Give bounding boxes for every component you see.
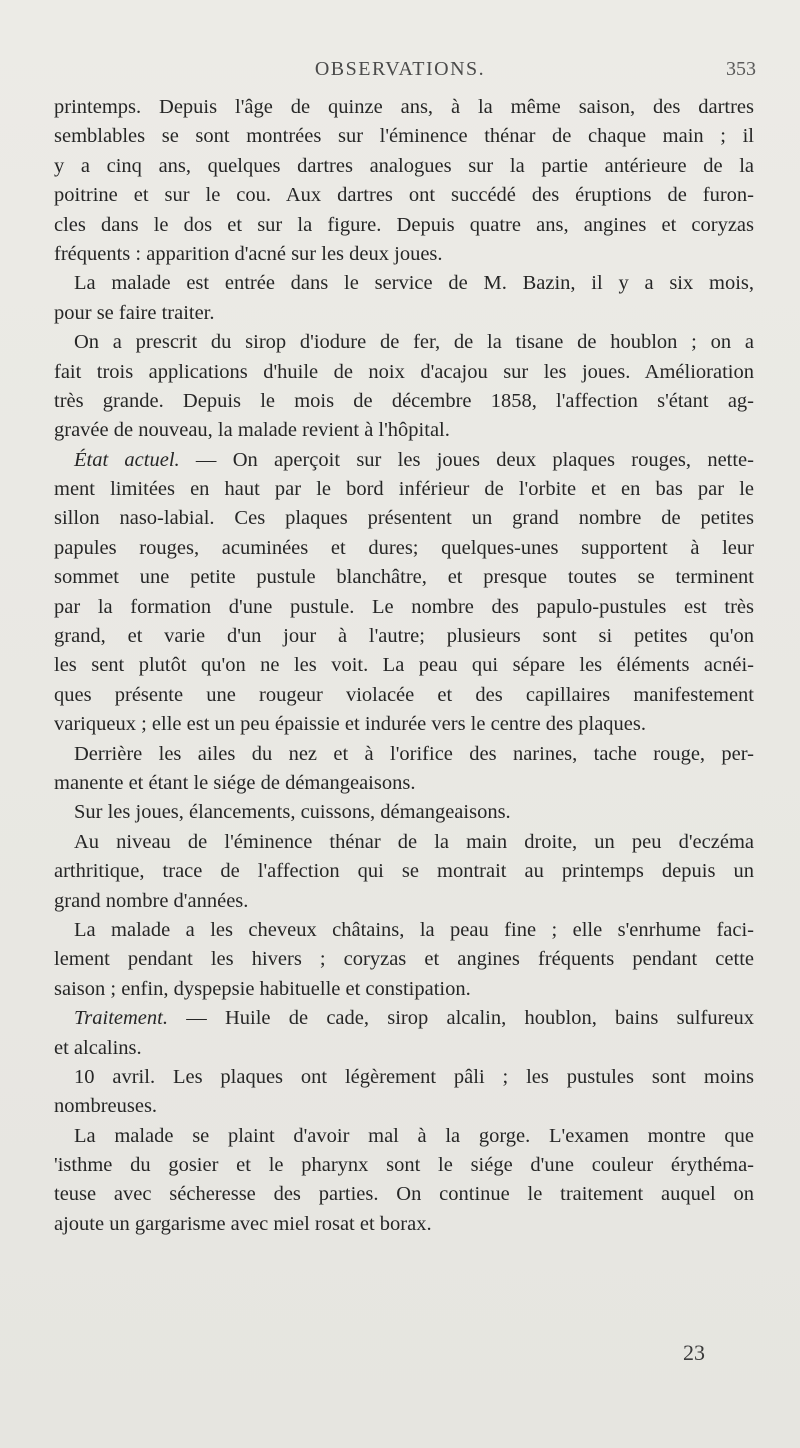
text-line-21: ques présente une rougeur violacée et des capillaires manifestement: [54, 683, 754, 706]
text-line-1: printemps. Depuis l'âge de quinze ans, à la même saison, des dartres: [54, 96, 754, 118]
text-line-37: 'isthme du gosier et le pharynx sont le siége d'une couleur érythéma-: [54, 1154, 754, 1177]
text-line-31: saison ; enfin, dyspepsie habituelle et constipation.: [54, 977, 471, 1000]
text-line-5: cles dans le dos et sur la figure. Depuis quatre ans, angines et coryzas: [54, 213, 754, 236]
text-line-8: pour se faire traiter.: [54, 301, 215, 324]
text-line-26: Au niveau de l'éminence thénar de la main droite, un peu d'eczéma: [74, 830, 754, 853]
signature-mark: 23: [683, 1340, 705, 1365]
section-label-etat-actuel: État actuel.: [74, 448, 180, 471]
text-line-15: sillon naso-labial. Ces plaques présentent un grand nombre de petites: [54, 507, 754, 530]
text-line-6: fréquents : apparition d'acné sur les deux joues.: [54, 242, 443, 265]
text-line-33: et alcalins.: [54, 1036, 142, 1059]
text-line-22: variqueux ; elle est un peu épaissie et indurée vers le centre des plaques.: [54, 713, 646, 736]
text-line-13: État actuel. — On aperçoit sur les joues deux plaques rouges, nette-: [74, 448, 754, 471]
text-line-35: nombreuses.: [54, 1095, 158, 1118]
text-line-18: par la formation d'une pustule. Le nombre des papulo-pustules est très: [54, 595, 754, 618]
text-line-38: teuse avec sécheresse des parties. On continue le traitement auquel on: [54, 1183, 754, 1206]
text-line-34: 10 avril. Les plaques ont légèrement pâli ; les pustules sont moins: [74, 1065, 754, 1088]
text-line-28: grand nombre d'années.: [54, 889, 249, 912]
text-line-20: les sent plutôt qu'on ne les voit. La peau qui sépare les éléments acnéi-: [54, 654, 754, 677]
text-line-27: arthritique, trace de l'affection qui se montrait au printemps depuis un: [54, 860, 754, 883]
text-line-2: semblables se sont montrées sur l'éminence thénar de chaque main ; il: [54, 125, 754, 148]
running-header-title: OBSERVATIONS.: [314, 58, 486, 80]
text-line-14: ment limitées en haut par le bord inférieur de l'orbite et en bas par le: [54, 478, 754, 501]
text-line-3: y a cinq ans, quelques dartres analogues sur la partie antérieure de la: [54, 154, 754, 177]
text-line-32: Traitement. — Huile de cade, sirop alcalin, houblon, bains sulfureux: [74, 1007, 754, 1030]
running-header: [0, 58, 800, 88]
section-label-traitement: Traitement.: [74, 1007, 168, 1030]
text-line-39: ajoute un gargarisme avec miel rosat et borax.: [54, 1212, 432, 1235]
body-text: [54, 93, 754, 1239]
text-line-7: La malade est entrée dans le service de M. Bazin, il y a six mois,: [74, 272, 754, 295]
text-line-4: poitrine et sur le cou. Aux dartres ont succédé des éruptions de furon-: [54, 184, 754, 207]
text-line-12: gravée de nouveau, la malade revient à l'hôpital.: [54, 419, 450, 442]
text-line-9: On a prescrit du sirop d'iodure de fer, de la tisane de houblon ; on a: [74, 331, 754, 354]
page-number: 353: [726, 58, 756, 80]
text-line-16: papules rouges, acuminées et dures; quelques-unes supportent à leur: [54, 536, 754, 559]
text-line-19: grand, et varie d'un jour à l'autre; plusieurs sont si petites qu'on: [54, 625, 754, 648]
text-line-30: lement pendant les hivers ; coryzas et angines fréquents pendant cette: [54, 948, 754, 971]
text-line-24: manente et étant le siége de démangeaisons.: [54, 771, 416, 794]
text-line-10: fait trois applications d'huile de noix d'acajou sur les joues. Amélioration: [54, 360, 754, 383]
text-line-17: sommet une petite pustule blanchâtre, et presque toutes se terminent: [54, 566, 754, 589]
text-line-25: Sur les joues, élancements, cuissons, démangeaisons.: [74, 801, 511, 824]
text-line-11: très grande. Depuis le mois de décembre 1858, l'affection s'étant ag-: [54, 389, 754, 412]
text-line-29: La malade a les cheveux châtains, la peau fine ; elle s'enrhume faci-: [74, 918, 754, 941]
text-line-23: Derrière les ailes du nez et à l'orifice des narines, tache rouge, per-: [74, 742, 754, 765]
text-line-36: La malade se plaint d'avoir mal à la gorge. L'examen montre que: [74, 1124, 754, 1147]
